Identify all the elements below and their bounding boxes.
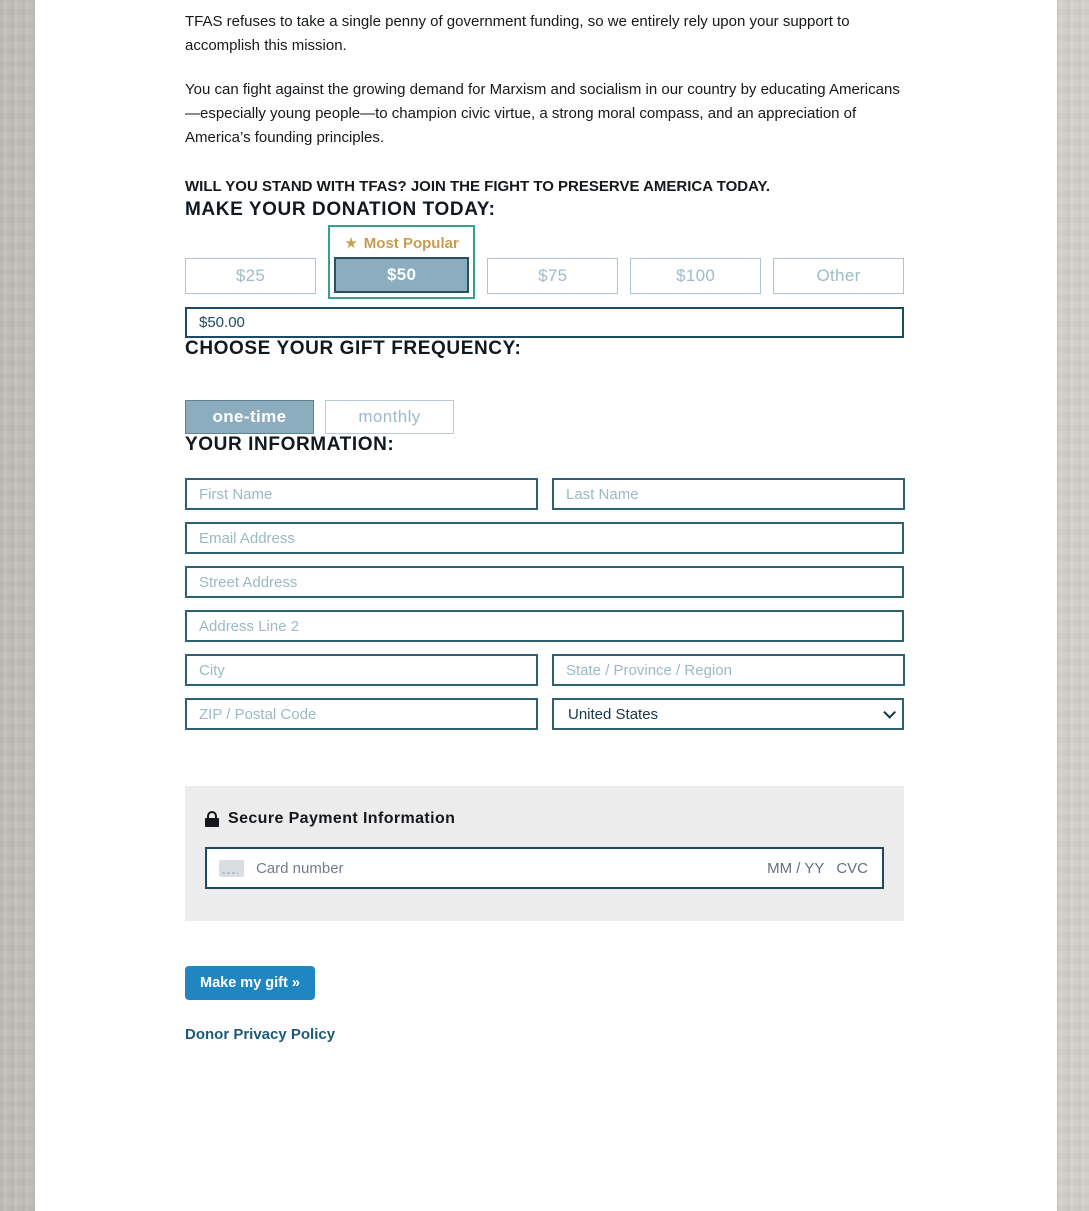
- amount-button-75[interactable]: $75: [487, 258, 618, 294]
- page-container: [35, 0, 1057, 1211]
- state-input[interactable]: [552, 654, 905, 686]
- intro-paragraph-2: You can fight against the growing demand for Marxism and socialism in our country by educating Americans—especially young people—to champion civic virtue, a strong moral compass, and an appreciation of America’s founding principles.: [185, 81, 900, 146]
- first-name-input[interactable]: [185, 478, 538, 510]
- zip-input[interactable]: [185, 698, 538, 730]
- donation-heading: MAKE YOUR DONATION TODAY:: [185, 199, 496, 220]
- city-input[interactable]: [185, 654, 538, 686]
- country-select-value: United States: [568, 705, 659, 723]
- street-address-input[interactable]: [185, 566, 904, 598]
- lock-icon: [205, 811, 219, 827]
- most-popular-badge: [334, 231, 469, 257]
- donation-form-content: [185, 0, 904, 1073]
- amount-button-100[interactable]: $100: [630, 258, 761, 294]
- country-select[interactable]: [552, 698, 904, 730]
- most-popular-text: Most Popular: [363, 235, 459, 252]
- amount-button-50[interactable]: $50: [334, 257, 469, 293]
- donor-privacy-policy-link[interactable]: Donor Privacy Policy: [185, 1026, 336, 1043]
- last-name-input[interactable]: [552, 478, 905, 510]
- amount-button-25[interactable]: $25: [185, 258, 316, 294]
- email-input[interactable]: [185, 522, 904, 554]
- card-cvc-placeholder[interactable]: CVC: [836, 859, 868, 877]
- information-heading: YOUR INFORMATION:: [185, 434, 395, 455]
- donation-amount-input[interactable]: [185, 307, 904, 338]
- card-expiry-placeholder[interactable]: MM / YY: [767, 859, 825, 877]
- frequency-button-one-time[interactable]: one-time: [185, 400, 314, 434]
- amount-button-other[interactable]: Other: [773, 258, 904, 294]
- card-number-placeholder[interactable]: Card number: [256, 859, 344, 877]
- intro-paragraph-1: TFAS refuses to take a single penny of government funding, so we entirely rely upon your support to accomplish this mission.: [185, 13, 850, 54]
- secure-payment-heading-text: Secure Payment Information: [228, 810, 456, 827]
- frequency-row: [185, 400, 904, 434]
- card-input-field[interactable]: [205, 847, 884, 889]
- secure-payment-panel: [185, 786, 904, 921]
- information-form: [185, 478, 904, 730]
- make-my-gift-button[interactable]: Make my gift »: [185, 966, 315, 1000]
- address-line-2-input[interactable]: [185, 610, 904, 642]
- star-icon: ★: [344, 235, 358, 252]
- credit-card-icon: [219, 860, 244, 877]
- secure-payment-heading: [205, 810, 884, 828]
- most-popular-highlight: [328, 225, 475, 299]
- frequency-button-monthly[interactable]: monthly: [325, 400, 454, 434]
- donation-amount-row: [185, 225, 904, 299]
- frequency-heading: CHOOSE YOUR GIFT FREQUENCY:: [185, 338, 522, 359]
- cta-line: WILL YOU STAND WITH TFAS? JOIN THE FIGHT TO PRESERVE AMERICA TODAY.: [185, 178, 771, 195]
- chevron-down-icon: [883, 706, 896, 719]
